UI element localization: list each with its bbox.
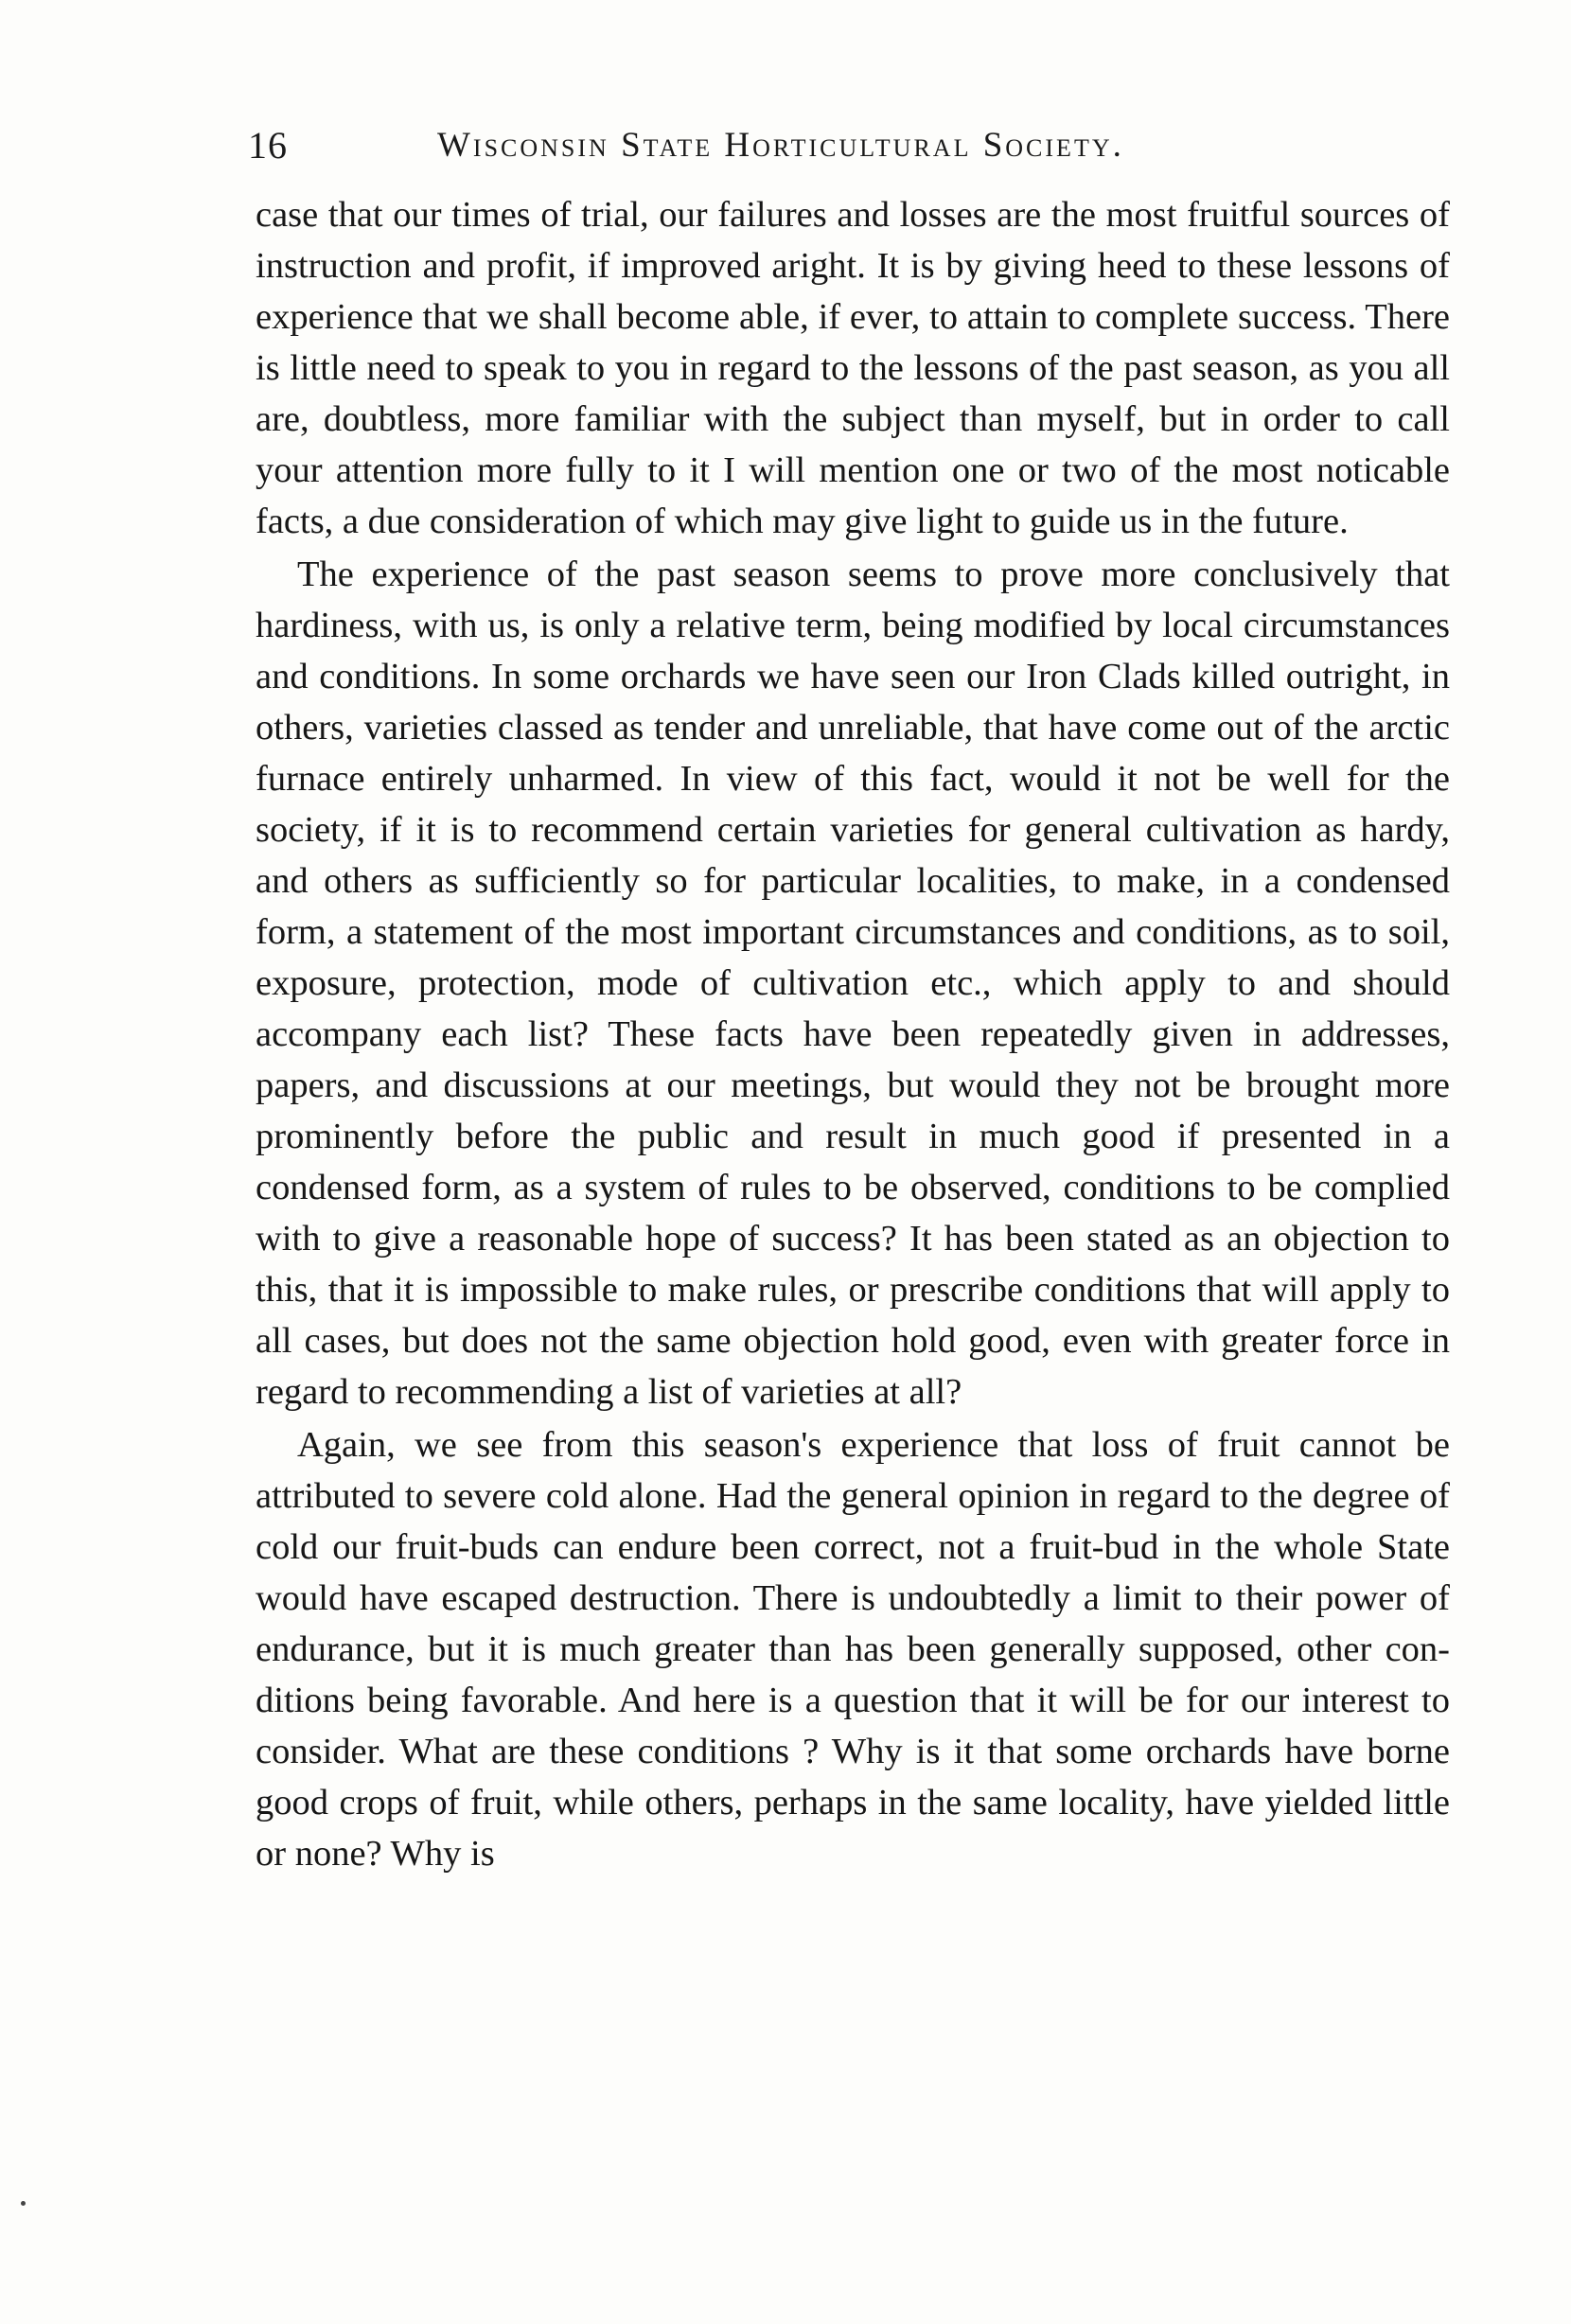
running-title: Wisconsin State Horticultural Society.	[437, 126, 1124, 165]
body-text	[256, 189, 1450, 1881]
running-head	[248, 123, 1242, 180]
paragraph-continued: case that our times of trial, our failures and losses are the most fruitful sources of instruction and profit, if improved aright. It is by giving heed to these lessons of experience that we shall become able, if ever, to attain to complete success. There is little need to speak to you in regard to the lessons of the past season, as you all are, doubtless, more familiar with the subject than myself, but in order to call your attention more fully to it I will mention one or two of the most noticable facts, a due consideration of which may give light to guide us in the future.	[256, 195, 1450, 541]
margin-speck	[21, 2201, 26, 2206]
paragraph-loss-of-fruit: Again, we see from this season's experience that loss of fruit cannot be attributed to severe cold alone. Had the general opinion in regard to the degree of cold our fruit-buds can endure been correct, not a fruit-bud in the whole State would have escaped destruction. There is undoubtedly a limit to their power of endurance, but it is much greater than has been generally supposed, other conditions being favorable. And here is a question that it will be for our interest to consider. What are these conditions ? Why is it that some orchards have borne good crops of fruit, while others, perhaps in the same locality, have yielded little or none? Why is	[256, 1425, 1450, 1874]
paragraph-hardiness: The experience of the past season seems to prove more conclusively that hardiness, with us, is only a relative term, being modified by local circumstances and conditions. In some orchards we have seen our Iron Clads killed outright, in others, varieties classed as tender and unreliable, that have come out of the arctic furnace entirely unharmed. In view of this fact, would it not be well for the society, if it is to recommend certain varieties for general cultivation as hardy, and others as sufficiently so for particular localities, to make, in a condensed form, a statement of the most important circumstances and conditions, as to soil, exposure, protection, mode of cultivation etc., which apply to and should accompany each list? These facts have been repeatedly given in addresses, papers, and discussions at our meetings, but would they not be brought more prominently before the public and result in much good if presented in a condensed form, as a system of rules to be observed, conditions to be complied with to give a reasonable hope of success? It has been stated as an objection to this, that it is impossible to make rules, or prescribe conditions that will apply to all cases, but does not the same objection hold good, even with greater force in regard to recommending a list of varieties at all?	[256, 555, 1450, 1412]
page-number: 16	[248, 124, 288, 167]
